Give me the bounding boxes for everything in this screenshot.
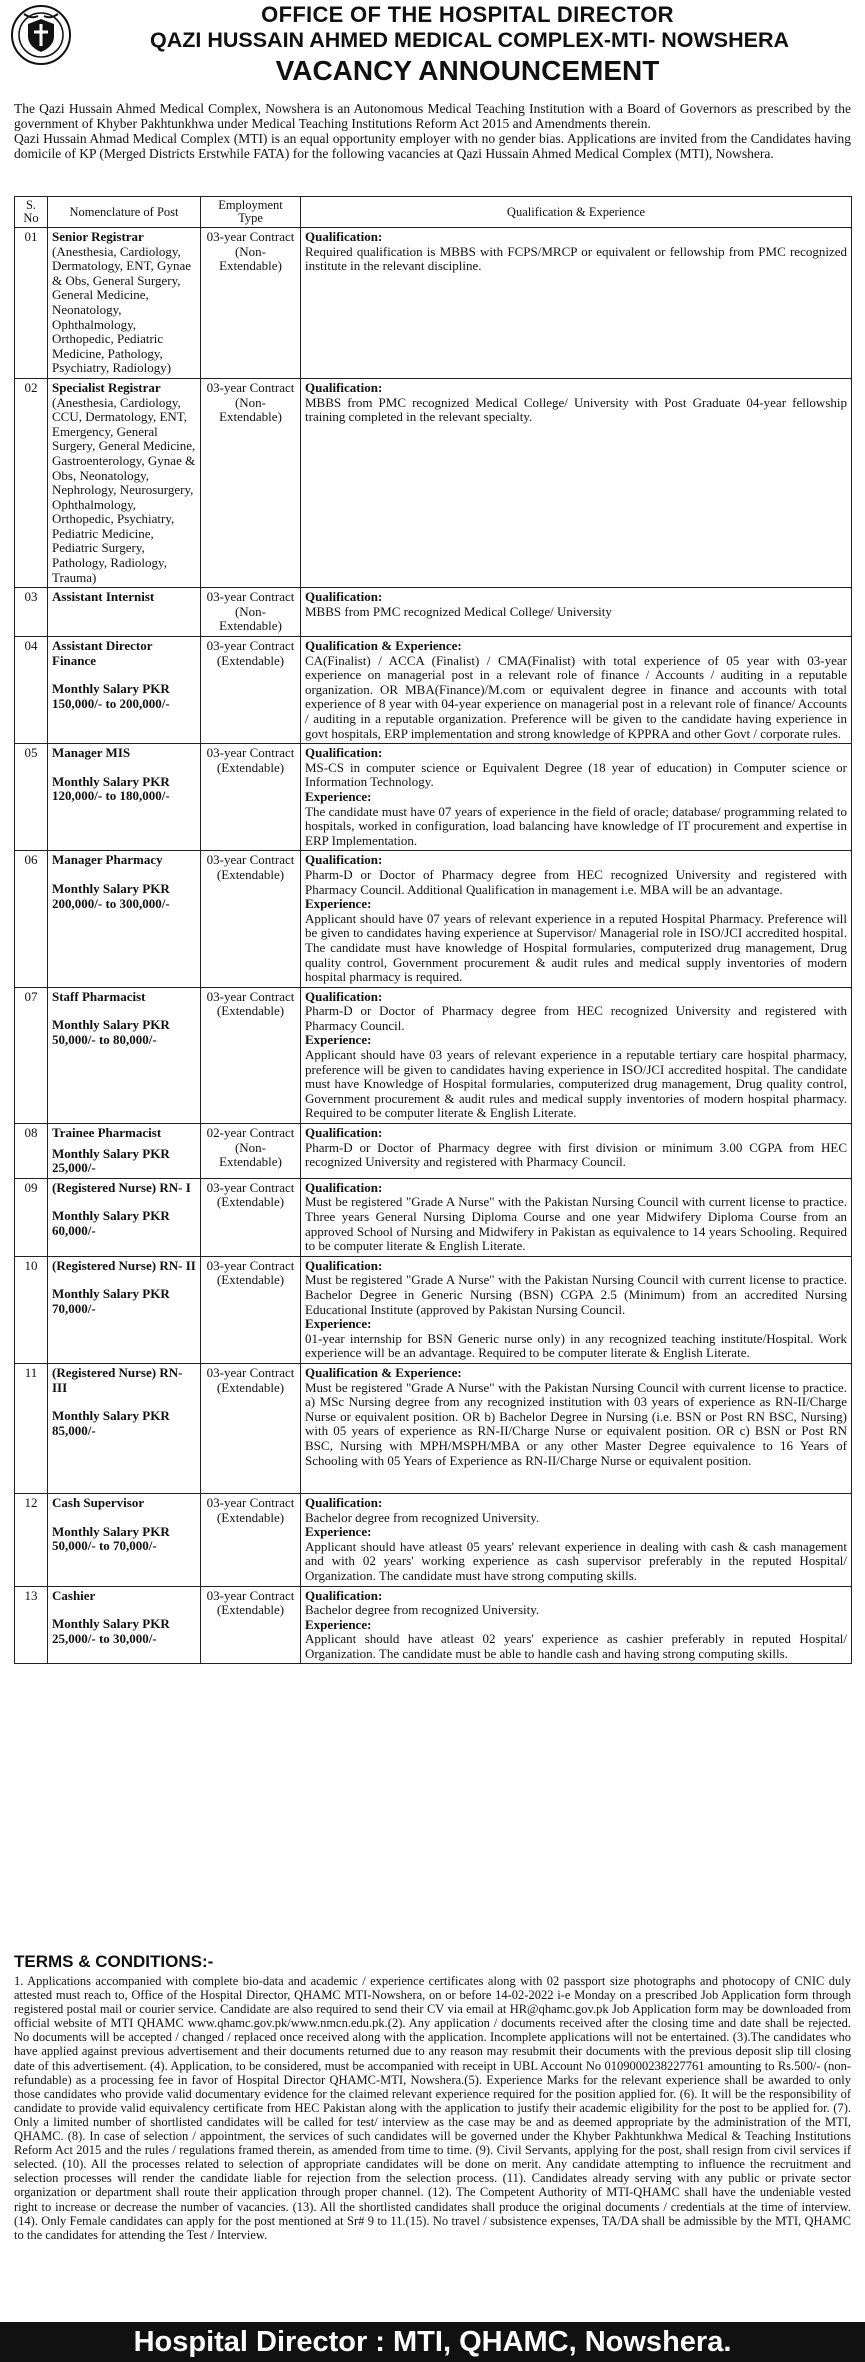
row-qualification [301,987,852,1123]
table-row [15,637,852,744]
row-qualification [301,744,852,851]
row-employment-type: 03-year Contract (Non-Extendable) [201,378,301,587]
row-qualification [301,228,852,379]
qualification-text: CA(Finalist) / ACCA (Finalist) / CMA(Finalist) with total experience of 05 year with 03-year experience on managerial post in a relevant role of finance / Accounts / auditing in a reputable organization. OR MBA(Finance)/M.com or equivalent degree in finance and accounts with total experience of 8 year with 04-year experience on managerial post in a relevant role of finance/ Accounts / auditing in a reputable organization. Preference will be given to the candidate having experience in govt hospitals, ERP implementation and strong knowledge of KPPRA and other Govt / corporate rules. [305,652,847,741]
experience-text: Applicant should have atleast 05 years' relevant experience in dealing with cash & cash management and with 02 years' working experience as cash supervisor preferably in the reputed Hospital/ Organization. The candidate must have strong computing skills. [305,1538,847,1583]
row-post [48,1256,201,1363]
post-title: (Registered Nurse) RN- I [52,1179,191,1195]
post-title: Assistant Director Finance [52,638,153,668]
row-sno: 13 [15,1586,48,1664]
experience-text: Applicant should have atleast 02 years' experience as cashier preferably in reputed Hospital/ Organization. The candidate must be able to handle cash and having strong computing skills. [305,1631,847,1661]
post-title: Senior Registrar [52,229,144,244]
experience-text: The candidate must have 07 years of experience in the field of oracle; database/ programming related to hospitals, worked in configuration, load balancing have knowledge of IT procurement and expertise in ERP Implementation. [305,803,847,848]
row-employment-type: 03-year Contract (Extendable) [201,1493,301,1586]
qualification-label: Qualification & Experience: [305,1364,462,1380]
qualification-text: MS-CS in computer science or Equivalent Degree (18 year of education) in Computer science or Information Technology. [305,759,847,790]
terms-title: TERMS & CONDITIONS:- [14,1952,214,1971]
qualification-label: Qualification: [305,1494,383,1510]
post-salary: Monthly Salary PKR 200,000/- to 300,000/- [52,880,170,911]
experience-label: Experience: [305,1524,372,1540]
intro-paragraph-2: Qazi Hussain Ahmad Medical Complex (MTI) is an equal opportunity employer with no gender bias. Applications are invited from the Candidates having domicile of KP (Merged Districts Erstwhile FATA) for the following vacancies at Qazi Hussain Ahmed Medical Complex (MTI), Nowshera. [14,131,851,161]
qualification-label: Qualification: [305,589,383,605]
post-detail: (Anesthesia, Cardiology, CCU, Dermatology, ENT, Emergency, General Surgery, General Medicine, Gastroenterology, Gynae & Obs, Neonatology, Nephrology, Neurosurgery, Ophthalmology, Orthopedic, Psychiatry, Pediatric Medicine, Pediatric Surgery, Pathology, Radiology, Trauma) [52,394,196,585]
post-title: (Registered Nurse) RN- II [52,1257,196,1273]
qualification-text: Must be registered "Grade A Nurse" with the Pakistan Nursing Council with current license to practice. a) MSc Nursing degree from any recognized institution with 03 years of experience as RN-II/Charge Nurse or equivalent position. OR b) Bachelor Degree in Nursing (i.e. BSN or Post RN BSC, Nursing) with 05 years of experience as RN-II/Charge Nurse or equivalent position. OR c) BSN or Post RN BSC, Nursing with MPH/MSPH/MBA or any other Master Degree equivalence to 16 Years of Schooling with 05 Years of Experience as RN-II/Charge Nurse or equivalent position. [305,1379,847,1468]
row-qualification [301,637,852,744]
row-sno: 04 [15,637,48,744]
column-header-post: Nomenclature of Post [48,197,201,228]
table-row [15,228,852,379]
post-title: Manager MIS [52,745,131,761]
qualification-text: MBBS from PMC recognized Medical College/ University with Post Graduate 04-year fellowship training completed in the relevant specialty. [305,394,847,425]
row-sno: 05 [15,744,48,851]
row-sno: 11 [15,1363,48,1493]
row-qualification [301,588,852,637]
qualification-text: Pharm-D or Doctor of Pharmacy degree from HEC recognized University and registered with Pharmacy Council. [305,1003,847,1033]
column-header-qualification: Qualification & Experience [301,197,852,228]
row-post [48,744,201,851]
post-title: Trainee Pharmacist [52,1125,162,1141]
row-sno: 02 [15,378,48,587]
qualification-text: Bachelor degree from recognized University. [305,1602,540,1618]
post-salary: Monthly Salary PKR 25,000/- [52,1145,170,1176]
experience-label: Experience: [305,1032,372,1048]
qualification-label: Qualification: [305,1179,383,1195]
row-employment-type: 03-year Contract (Extendable) [201,1256,301,1363]
experience-label: Experience: [305,896,372,912]
row-qualification [301,378,852,587]
row-sno: 01 [15,228,48,379]
row-employment-type: 03-year Contract (Extendable) [201,1363,301,1493]
row-post [48,1124,201,1179]
qualification-label: Qualification: [305,1125,383,1141]
table-row [15,1124,852,1179]
qualification-text: Must be registered "Grade A Nurse" with the Pakistan Nursing Council with current license to practice. Three years General Nursing Diploma Course and one year Midwifery Diploma Course from an approved School of Nursing and Midwifery in Pakistan as equivalence to 14 years Schooling. Required to be computer literate & English Literate. [305,1194,847,1254]
experience-label: Experience: [305,1316,372,1332]
footer-banner: Hospital Director : MTI, QHAMC, Nowshera. [0,2322,865,2362]
table-row [15,1363,852,1493]
row-post [48,1586,201,1664]
announcement-title: VACANCY ANNOUNCEMENT [275,55,660,86]
post-salary: Monthly Salary PKR 150,000/- to 200,000/- [52,681,170,711]
qualification-label: Qualification: [305,852,383,868]
post-salary: Monthly Salary PKR 60,000/- [52,1208,170,1238]
post-title: Specialist Registrar [52,379,161,395]
qualification-text: Pharm-D or Doctor of Pharmacy degree from HEC recognized University and registered with Pharmacy Council. Additional Qualification in management i.e. MBA will be an advantage. [305,866,847,897]
experience-text: Applicant should have 07 years of relevant experience in a reputed Hospital Pharmacy. Preference will be given to candidates having experience at Supervisor/ Managerial role in ISO/JCI accredited hospital. The candidate must have knowledge of Hospital formularies, computerized drug management, Drug quality control, Government procurement & audit rules and medical supply inventories of modern hospital pharmacy is required. [305,910,847,985]
qualification-label: Qualification: [305,988,383,1004]
hospital-logo-icon [10,4,72,66]
qualification-text: Bachelor degree from recognized University. [305,1509,540,1525]
row-qualification [301,1363,852,1493]
row-post [48,987,201,1123]
table-row [15,744,852,851]
vacancy-table [14,196,852,1664]
row-post [48,1493,201,1586]
post-title: Staff Pharmacist [52,988,146,1004]
row-employment-type: 03-year Contract (Extendable) [201,744,301,851]
row-sno: 12 [15,1493,48,1586]
table-row [15,851,852,987]
row-sno: 09 [15,1178,48,1256]
post-title: (Registered Nurse) RN- III [52,1364,183,1395]
table-header-row [15,197,852,228]
post-salary: Monthly Salary PKR 70,000/- [52,1286,170,1316]
experience-label: Experience: [305,1616,372,1632]
row-post [48,228,201,379]
row-post [48,378,201,587]
row-sno: 07 [15,987,48,1123]
experience-label: Experience: [305,788,372,804]
row-qualification [301,851,852,987]
column-header-type: Employment Type [201,197,301,228]
row-employment-type: 03-year Contract (Non-Extendable) [201,228,301,379]
table-row [15,1586,852,1664]
qualification-label: Qualification: [305,745,383,761]
row-sno: 06 [15,851,48,987]
terms-text: 1. Applications accompanied with complete bio-data and academic / experience certificates along with 02 passport size photographs and photocopy of CNIC duly attested must reach to, Office of the Hospital Director, QHAMC MTI-Nowshera, on or before 14-02-2022 i-e Monday on a prescribed Job Application form through registered postal mail or courier service. Candidate are also required to send their CV via email at HR@qhamc.gov.pk Job Application form may be downloaded from official website of MTI QHAMC www.qhamc.gov.pk/www.nmcn.edu.pk.(2). Any application / documents received after the closing time and date shall be rejected. No documents will be accepted / changed / replaced once received along with the application. Incomplete applications will not be entertained. (3).The candidates who have applied against previous advertisement and their documents returned due to any reason may resubmit their documents with the previous deposit slip till closing date of this advertisement. (4). Application, to be considered, must be accompanied with receipt in UBL Account No 0109000238227761 amounting to Rs.500/- (non-refundable) as a processing fee in favor of Hospital Director QHAMC-MTI, Nowshera.(5). Experience Marks for the relevant experience shall be awarded to only those candidates who provide valid documentary evidence for the claimed relevant experience required for the position applied for. (6). It will be the responsibility of candidate to provide valid equivalency certificate from HEC Pakistan along with the application to justify their academic eligibility for the post to be applied for. (7). Only a limited number of shortlisted candidates will be called for test/ interview as the case may be and as deemed appropriate by the administration of the MTI, QHAMC. (8). In case of selection / appointment, the services of such candidates will be governed under the Khyber Pakhtunkhwa Medical & Teaching Institutions Reform Act 2015 and the rules / regulations framed therein, as amended from time to time. (9). Civil Servants, applying for the post, shall resign from civil services if selected. (10). All the processes related to selection of appropriate candidates will be done on merit. Any candidate attempting to influence the recruitment and selection processes will render the candidate liable for rejection from the selection process. (11). Candidates already serving with any public or private sector organization or department shall route their application through proper channel. (12). The Competent Authority of MTI-QHAMC shall have the undeniable vested right to increase or decrease the number of vacancies. (13). All the shortlisted candidates shall produce the original documents / credentials at the time of interview. (14). Only Female candidates can apply for the post mentioned at Sr# 9 to 11.(15). No travel / subsistence expenses, TA/DA shall be admissible by the MTI, QHAMC to the candidates for attending the Test / Interview. [14,1974,851,2242]
qualification-label: Qualification & Experience: [305,638,462,654]
row-post [48,1178,201,1256]
row-qualification [301,1178,852,1256]
row-qualification [301,1256,852,1363]
table-row [15,1493,852,1586]
table-row [15,588,852,637]
post-salary: Monthly Salary PKR 85,000/- [52,1408,170,1438]
institution-heading: QAZI HUSSAIN AHMED MEDICAL COMPLEX-MTI- NOWSHERA [149,28,790,52]
table-row [15,1256,852,1363]
qualification-text: Required qualification is MBBS with FCPS/MRCP or equivalent or fellowship from PMC recognized institute in the relevant discipline. [305,243,847,274]
row-post [48,637,201,744]
qualification-label: Qualification: [305,379,383,395]
row-qualification [301,1124,852,1179]
post-title: Cash Supervisor [52,1494,145,1510]
post-title: Cashier [52,1587,96,1603]
column-header-sno: S. No [15,197,48,228]
post-title: Assistant Internist [52,589,155,605]
row-post [48,1363,201,1493]
post-salary: Monthly Salary PKR 50,000/- to 70,000/- [52,1523,170,1554]
experience-text: Applicant should have 03 years of relevant experience in a reputable tertiary care hospital pharmacy, preference will be given to candidates having experience in ISO/JCI accredited hospital. The candidate must have Knowledge of Hospital formularies, computerized drug management, Drug quality control, Government procurement & audit rules and medical supply inventories of modern hospital pharmacy. Required to be computer literate & English Literate. [305,1047,847,1121]
table-row [15,987,852,1123]
experience-text: 01-year internship for BSN Generic nurse only) in any recognized teaching institute/Hospital. Work experience will be an advantage. Required to be computer literate & English Literate. [305,1330,847,1361]
qualification-text: MBBS from PMC recognized Medical College/ University [305,603,612,619]
table-row [15,1178,852,1256]
row-employment-type: 03-year Contract (Extendable) [201,1586,301,1664]
post-salary: Monthly Salary PKR 120,000/- to 180,000/- [52,773,170,804]
post-salary: Monthly Salary PKR 25,000/- to 30,000/- [52,1616,170,1646]
row-sno: 10 [15,1256,48,1363]
intro-section [14,101,851,161]
qualification-label: Qualification: [305,1257,383,1273]
post-salary: Monthly Salary PKR 50,000/- to 80,000/- [52,1017,170,1047]
qualification-text: Pharm-D or Doctor of Pharmacy degree with first division or minimum 3.00 CGPA from HEC recognized University and registered with Pharmacy Council. [305,1139,847,1170]
qualification-label: Qualification: [305,229,383,244]
qualification-label: Qualification: [305,1587,383,1603]
post-detail: (Anesthesia, Cardiology, Dermatology, ENT, Gynae & Obs, General Surgery, General Medicine, Neonatology, Ophthalmology, Orthopedic, Pediatric Medicine, Pathology, Psychiatry, Radiology) [52,243,191,376]
row-employment-type: 02-year Contract (Non-Extendable) [201,1124,301,1179]
row-sno: 08 [15,1124,48,1179]
row-employment-type: 03-year Contract (Extendable) [201,851,301,987]
row-employment-type: 03-year Contract (Extendable) [201,987,301,1123]
qualification-text: Must be registered "Grade A Nurse" with the Pakistan Nursing Council with current license to practice. Bachelor Degree in Generic Nursing (BSN) CGPA 2.5 (Minimum) from an accredited Nursing Educational Institute (approved by Pakistan Nursing Council. [305,1272,847,1317]
post-title: Manager Pharmacy [52,852,163,868]
row-employment-type: 03-year Contract (Extendable) [201,1178,301,1256]
intro-paragraph-1: The Qazi Hussain Ahmed Medical Complex, Nowshera is an Autonomous Medical Teaching Institution with a Board of Governors as prescribed by the government of Khyber Pakhtunkhwa under Medical Teaching Institutions Reform Act 2015 and Amendments therein. [14,101,851,131]
office-heading: OFFICE OF THE HOSPITAL DIRECTOR [261,2,674,27]
row-employment-type: 03-year Contract (Extendable) [201,637,301,744]
row-post [48,851,201,987]
row-post [48,588,201,637]
row-sno: 03 [15,588,48,637]
row-qualification [301,1493,852,1586]
row-qualification [301,1586,852,1664]
row-employment-type: 03-year Contract (Non-Extendable) [201,588,301,637]
table-row [15,378,852,587]
